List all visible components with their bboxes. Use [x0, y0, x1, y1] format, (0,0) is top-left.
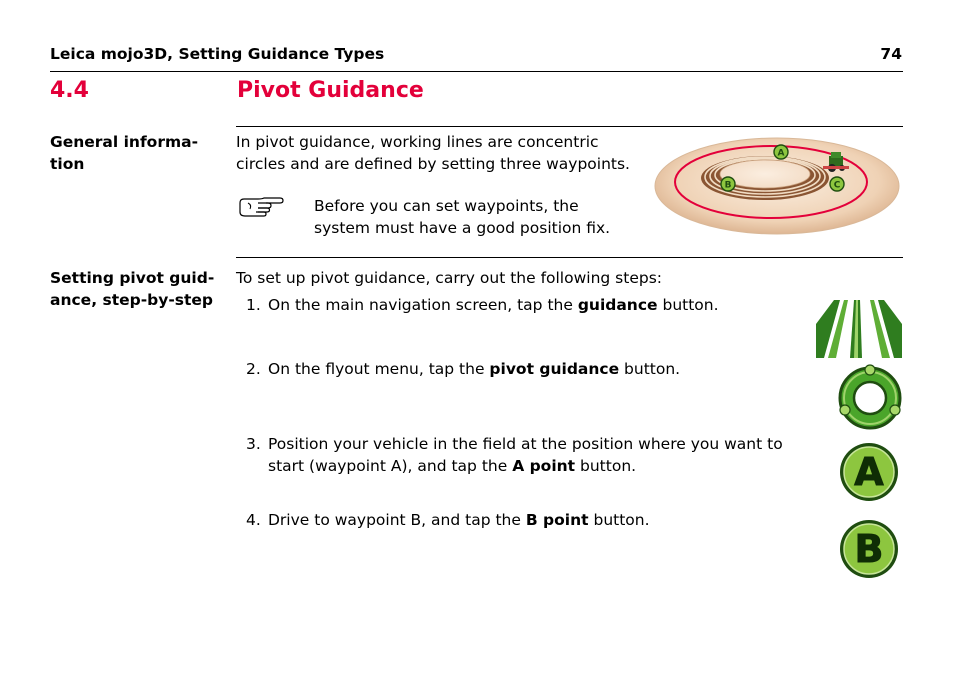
waypoint-a-label: A — [777, 148, 785, 159]
guidance-lines-icon — [814, 298, 904, 360]
b-point-label: B — [854, 527, 884, 571]
general-paragraph: In pivot guidance, working lines are concentric circles and are defined by setting three waypoints. — [236, 133, 630, 173]
waypoint-b-marker — [721, 177, 735, 191]
pointing-hand-icon — [238, 195, 284, 219]
waypoint-c-label: C — [833, 180, 841, 191]
step-2: 2. On the flyout menu, tap the pivot guidance button. — [246, 360, 681, 378]
section-rule-general — [236, 126, 903, 127]
step-1: 1. On the main navigation screen, tap the guidance button. — [246, 296, 719, 314]
pivot-field-illustration — [653, 136, 901, 236]
a-point-label: A — [854, 450, 884, 494]
waypoint-c-marker — [830, 177, 844, 191]
section-number: 4.4 — [50, 78, 89, 103]
a-point-icon — [838, 441, 900, 503]
pivot-guidance-icon — [836, 364, 904, 432]
side-heading-steps: Setting pivot guid- ance, step-by-step — [50, 269, 215, 309]
step-4: 4. Drive to waypoint B, and tap the B point button. — [246, 511, 650, 529]
side-heading-general: General informa- tion — [50, 133, 199, 173]
step-3: 3. Position your vehicle in the field at the position where you want to start (waypoint A), and tap the A point button. — [246, 435, 783, 475]
running-header: Leica mojo3D, Setting Guidance Types — [50, 45, 385, 63]
steps-intro: To set up pivot guidance, carry out the following steps: — [236, 269, 663, 287]
section-rule-steps — [236, 257, 903, 258]
header-rule — [50, 71, 903, 72]
page-number: 74 — [880, 45, 902, 63]
waypoint-a-marker — [774, 145, 788, 159]
waypoint-b-label: B — [724, 180, 732, 191]
b-point-icon — [838, 518, 900, 580]
note-text: Before you can set waypoints, the system must have a good position fix. — [314, 197, 611, 237]
section-title: Pivot Guidance — [237, 78, 424, 103]
